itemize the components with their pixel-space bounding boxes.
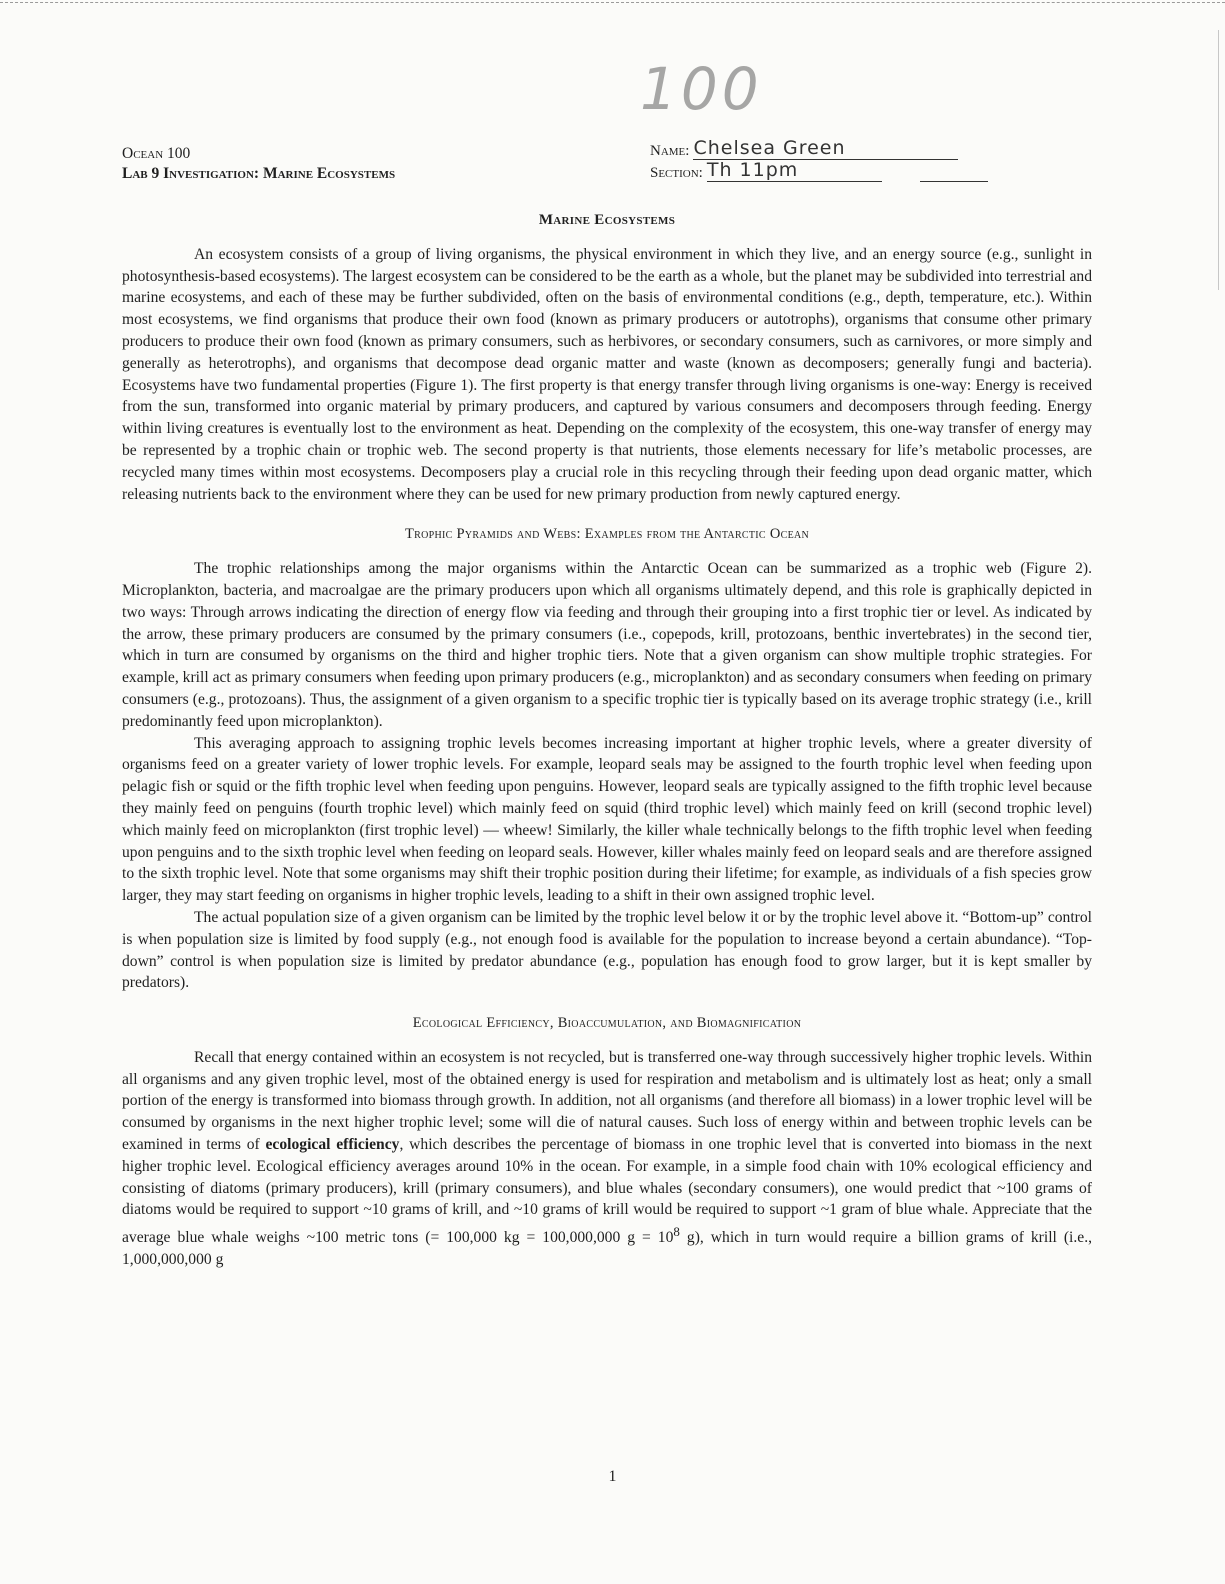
name-field[interactable]: Chelsea Green: [693, 137, 958, 160]
efficiency-text-c: g), which in turn would require a billion grams of krill (i.e., 1,000,000,000 g: [122, 1229, 1092, 1269]
section-row: [650, 160, 988, 182]
name-label: Name:: [650, 143, 690, 159]
intro-paragraph: An ecosystem consists of a group of living organisms, the physical environment in which they live, and an energy source (e.g., sunlight in photosynthesis-based ecosystems). The largest ecosystem can be considered to be the earth as a whole, but the planet may be subdivided into terrestrial and marine ecosystems, and each of these may be further subdivided, often on the basis of environmental conditions (e.g., depth, temperature, etc.). Within most ecosystems, we find organisms that produce their own food (known as primary producers or autotrophs), organisms that consume other primary producers to produce their own food (known as primary consumers, such as herbivores, or secondary consumers, such as carnivores, or more simply and generally as heterotrophs), and organisms that decompose dead organic matter and waste (known as decomposers; generally fungi and bacteria). Ecosystems have two fundamental properties (Figure 1). The first property is that energy transfer through living organisms is one-way: Energy is received from the sun, transformed into organic material by primary producers, and captured by various consumers and decomposers through feeding. Energy within living creatures is eventually lost to the environment as heat. Depending on the complexity of the ecosystem, this one-way transfer of energy may be represented by a trophic chain or trophic web. The second property is that nutrients, those elements necessary for life’s metabolic processes, are recycled many times within most ecosystems. Decomposers play a crucial role in this recycling through their feeding upon dead organic matter, which releasing nutrients back to the environment where they can be used for new primary production from newly captured energy.: [122, 245, 1092, 503]
exponent: 8: [673, 1224, 680, 1240]
handwritten-score: 100: [640, 55, 763, 123]
section-field[interactable]: Th 11pm: [707, 159, 882, 182]
page-number: 1: [608, 1468, 617, 1485]
course-code: Ocean 100: [122, 145, 191, 162]
trophic-paragraph-2: This averaging approach to assigning trophic levels becomes increasing important at higher trophic levels, where a greater diversity of organisms feed on a greater variety of lower trophic levels. For example, leopard seals may be assigned to the fourth trophic level when feeding upon pelagic fish or squid or the fifth trophic level when feeding upon penguins. However, leopard seals are typically assigned to the fifth trophic level because they mainly feed on penguins (fourth trophic level) which mainly feed on squid (third trophic level) which mainly feed on krill (second trophic level) which mainly feed on microplankton (first trophic level) — wheew! Similarly, the killer whale technically belongs to the fifth trophic level when feeding upon penguins and to the sixth trophic level when feeding on leopard seals. However, killer whales mainly feed on leopard seals and are therefore assigned to the sixth trophic level. Note that some organisms may shift their trophic position during their lifetime; for example, as individuals of a fish species grow larger, they may start feeding on organisms in higher trophic levels, leading to a shift in their own assigned trophic level.: [122, 734, 1092, 905]
document-body: [122, 210, 1092, 1271]
extra-blank-line: [920, 180, 988, 182]
trophic-paragraph-3: The actual population size of a given organism can be limited by the trophic level below it or by the trophic level above it. “Bottom-up” control is when population size is limited by food supply (e.g., not enough food is available for the population to increase beyond a certain abundance). “Top-down” control is when population size is limited by predator abundance (e.g., population has enough food to grow larger, but it is kept smaller by predators).: [122, 908, 1092, 992]
efficiency-text-b: , which describes the percentage of biomass in one trophic level that is converted into biomass in the next higher trophic level. Ecological efficiency averages around 10% in the ocean. For example, in a simple food chain with 10% ecological efficiency and consisting of diatoms (primary producers), krill (primary consumers), and blue whales (secondary consumers), one would predict that ~100 grams of diatoms would be required to support ~10 grams of krill, and ~10 grams of krill would be required to support ~1 gram of blue whale. Appreciate that the average blue whale weighs ~100 metric tons (= 100,000 kg = 100,000,000 g = 10: [122, 1136, 1092, 1247]
name-row: [650, 138, 988, 160]
course-header: [122, 144, 395, 184]
section-label: Section:: [650, 165, 703, 181]
lab-title: Lab 9 Investigation: Marine Ecosystems: [122, 165, 396, 182]
scan-right-edge: [1218, 30, 1219, 290]
section-heading-trophic: Trophic Pyramids and Webs: Examples from the Antarctic Ocean: [404, 526, 810, 543]
trophic-paragraph-1: The trophic relationships among the major organisms within the Antarctic Ocean can be summarized as a trophic web (Figure 2). Microplankton, bacteria, and macroalgae are the primary producers upon which all organisms ultimately depend, and this role is graphically depicted in two ways: Through arrows indicating the direction of energy flow via feeding and through their grouping into a first trophic tier or level. As indicated by the arrow, these primary producers are consumed by the primary consumers (i.e., copepods, krill, protozoans, benthic invertebrates) in the second tier, which in turn are consumed by organisms on the third and higher trophic tiers. Note that a given organism can show multiple trophic strategies. For example, krill act as primary consumers when feeding upon primary producers (e.g., microplankton) and as secondary consumers when feeding on primary consumers (e.g., protozoans). Thus, the assignment of a given organism to a specific trophic tier is typically based on its average trophic strategy (i.e., krill predominantly feed upon microplankton).: [122, 560, 1092, 730]
page-title: Marine Ecosystems: [538, 212, 676, 228]
scan-top-border: [0, 2, 1225, 3]
ecological-efficiency-term: ecological efficiency: [265, 1136, 400, 1154]
efficiency-paragraph: [122, 1047, 1092, 1271]
student-info: [650, 138, 988, 182]
efficiency-text-a: Recall that energy contained within an ecosystem is not recycled, but is transferred one-way through successively higher trophic levels. Within all organisms and any given trophic level, most of the obtained energy is used for respiration and metabolism and is ultimately lost as heat; only a small portion of the energy is transformed into biomass through growth. In addition, not all organisms (and therefore all biomass) in a lower trophic level will be consumed by organisms in the next higher trophic level; some will die of natural causes. Such loss of energy within and between trophic levels can be examined in terms of: [122, 1048, 1092, 1154]
section-heading-efficiency: Ecological Efficiency, Bioaccumulation, and Biomagnification: [412, 1015, 802, 1032]
